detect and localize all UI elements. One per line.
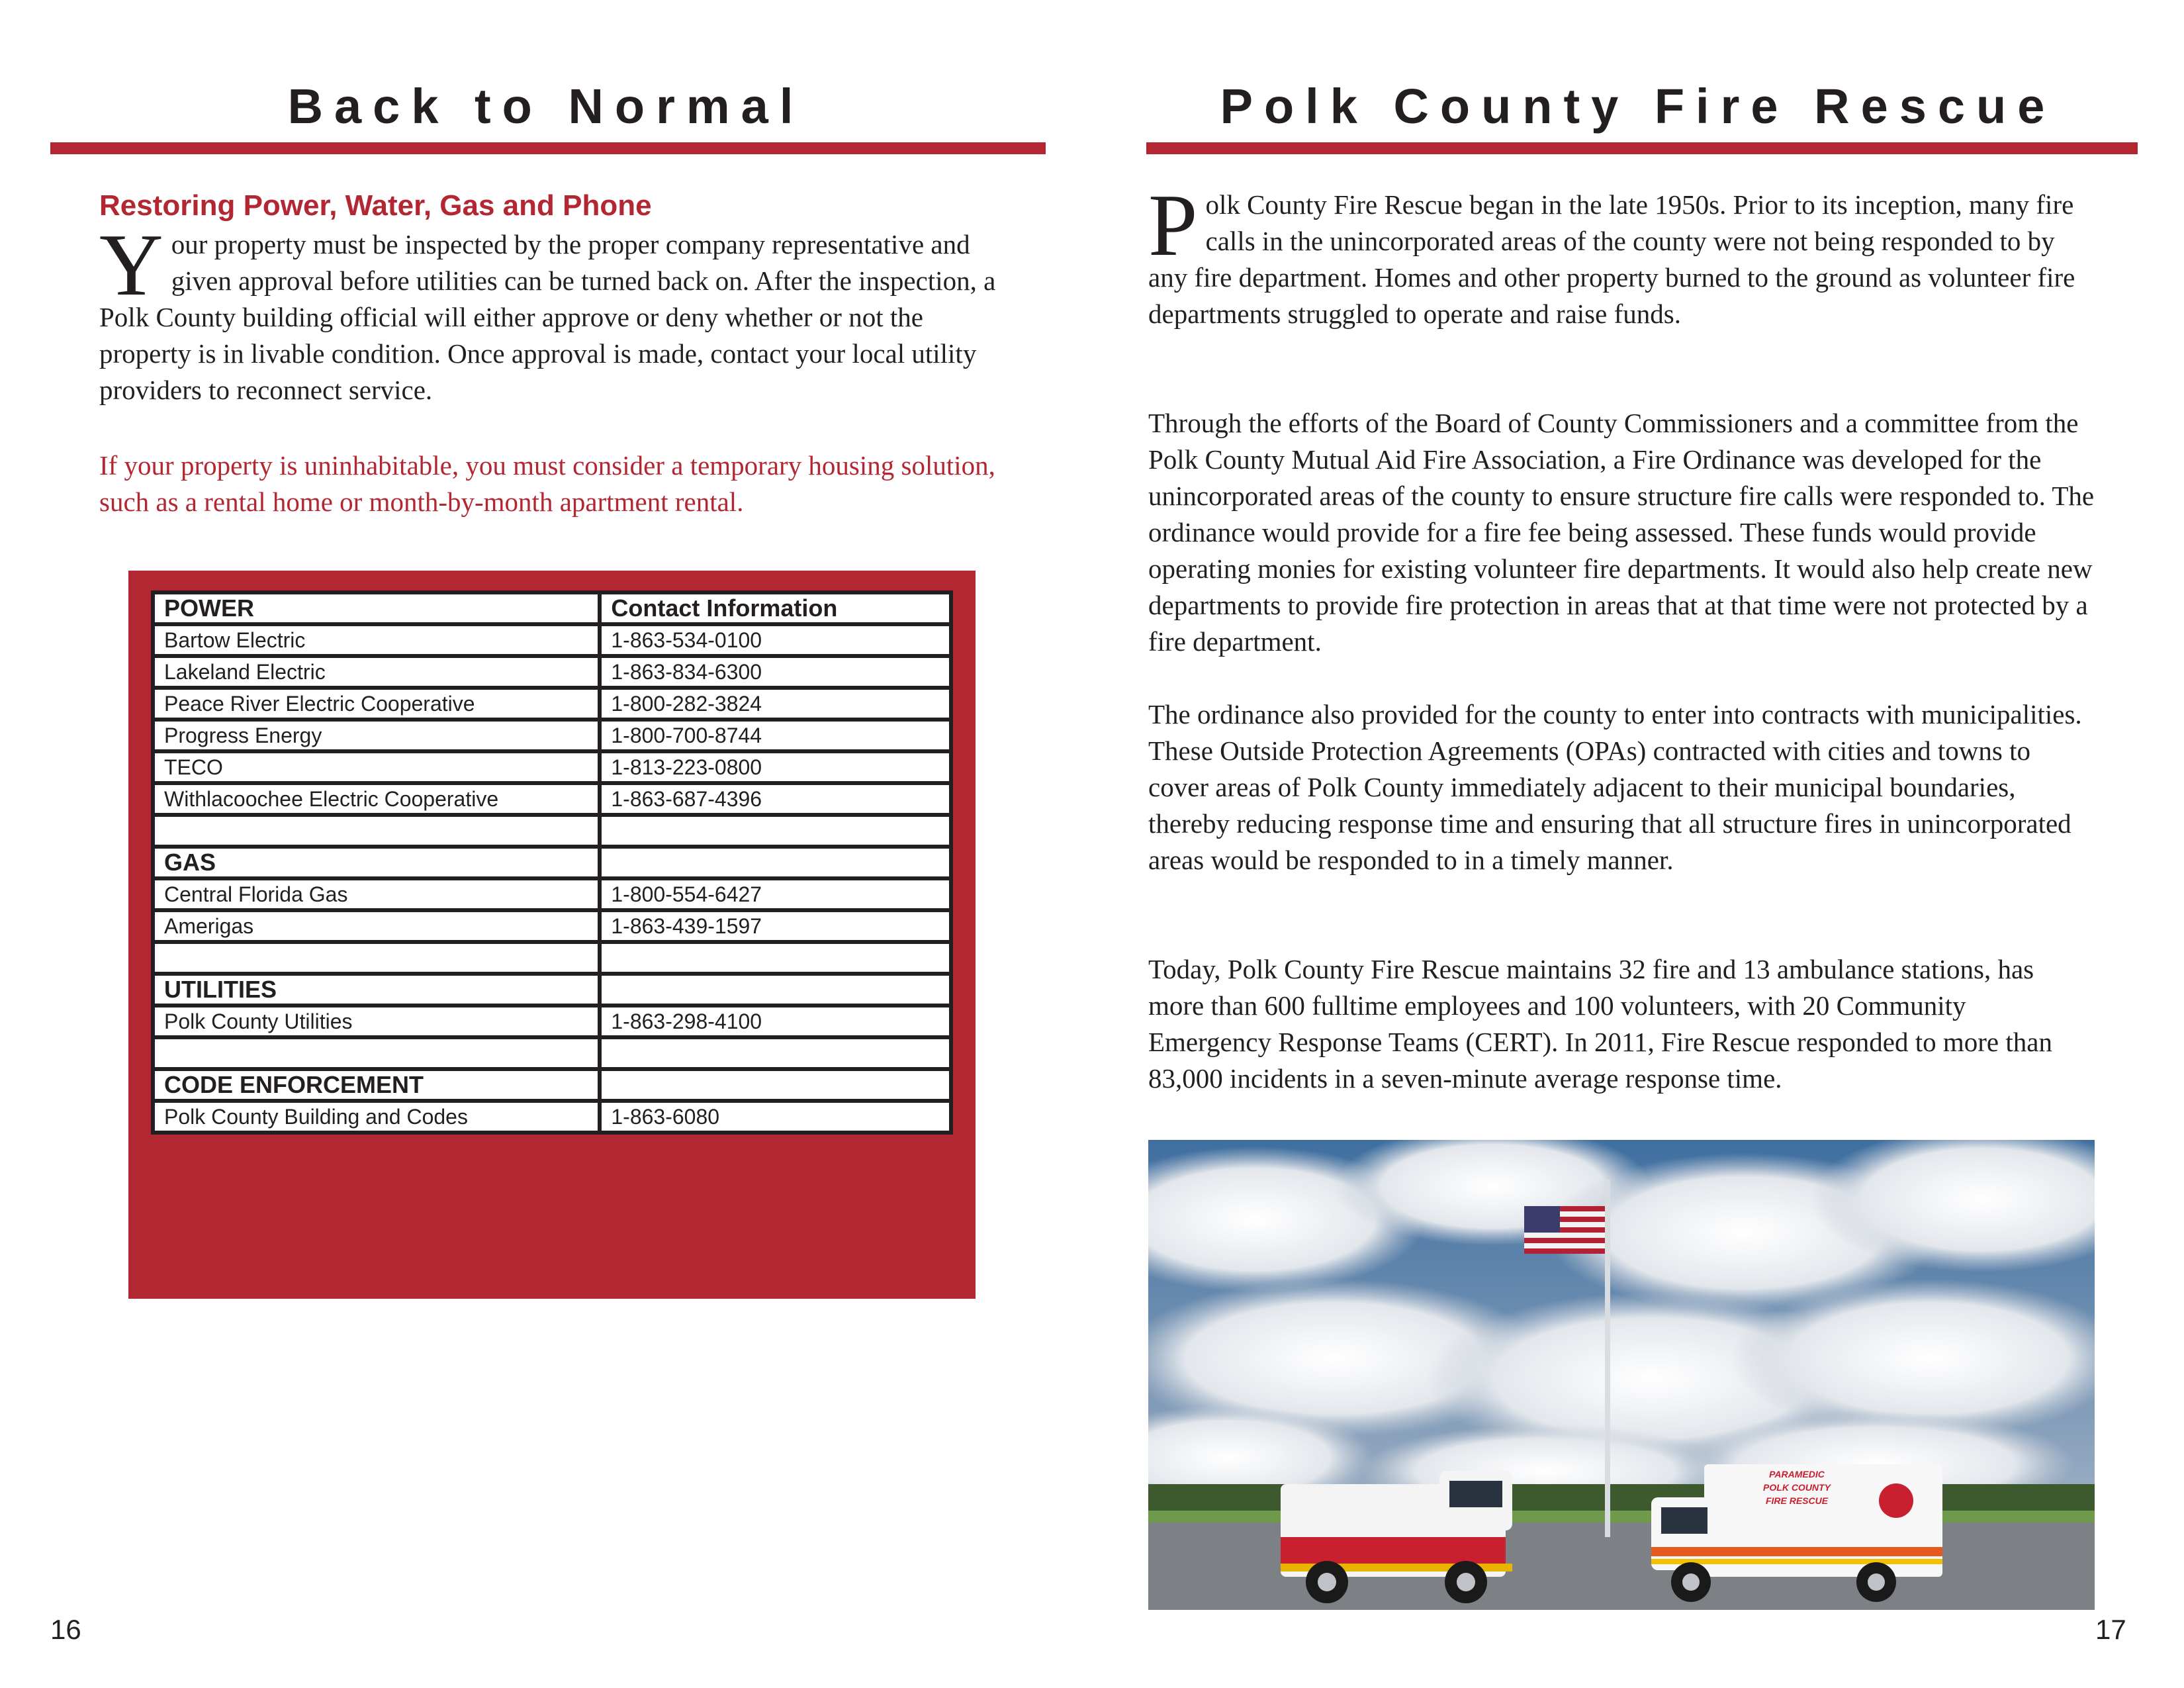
contact-number [600, 815, 951, 847]
section-label: POWER [153, 592, 600, 624]
contact-number [600, 942, 951, 974]
table-row [153, 1101, 951, 1133]
fire-trucks-photo [1148, 1140, 2095, 1610]
page-title: Polk County Fire Rescue [1220, 79, 2056, 134]
column-header [600, 847, 951, 878]
table-row [153, 878, 951, 910]
table-row [153, 751, 951, 783]
contact-number: 1-863-534-0100 [600, 624, 951, 656]
table-row [153, 688, 951, 720]
history-paragraph-2: Through the efforts of the Board of County Commissioners and a committee from the Polk County Mutual Aid Fire Association, a Fire Ordinance was developed for the unincorporated areas of the county to ensure structure fire calls were responded to. The ordinance would provide for a fire fee being assessed. These funds would provide operating monies for existing volunteer fire departments. It would also help create new departments to provide fire protection in areas that at that time were not protected by a fire department. [1148, 408, 2095, 657]
ambulance-lettering-1: PARAMEDIC [1769, 1469, 1825, 1479]
history-paragraph-1 [1148, 176, 2095, 332]
history-paragraph-3: The ordinance also provided for the county to enter into contracts with municipalities. These Outside Protection Agreements (OPAs) contracted with cities and towns to cover areas of Polk County immediately adjacent to their municipal boundaries, thereby reducing response time and ensuring that all structure fires in unincorporated areas would be responded to in a timely manner. [1148, 699, 2082, 875]
contact-number: 1-800-700-8744 [600, 720, 951, 751]
contact-number [600, 1037, 951, 1069]
section-label: GAS [153, 847, 600, 878]
contact-number: 1-863-834-6300 [600, 656, 951, 688]
column-header [600, 1069, 951, 1101]
page-title: Back to Normal [287, 79, 805, 134]
table-section-header [153, 592, 951, 624]
flagpole [1605, 1180, 1610, 1537]
american-flag [1524, 1206, 1605, 1254]
ambulance-lettering-2: POLK COUNTY [1763, 1482, 1831, 1493]
contact-number: 1-863-439-1597 [600, 910, 951, 942]
table-row [153, 1006, 951, 1037]
table-row [153, 720, 951, 751]
contact-number: 1-800-554-6427 [600, 878, 951, 910]
history-text-1: olk County Fire Rescue began in the late 1950s. Prior to its inception, many fire calls in the unincorporated areas of the county were not being responded to by any fire department. Homes and other property burned to the ground as volunteer fire departments struggled to operate and raise funds. [1148, 189, 2075, 329]
drop-cap: Y [99, 216, 163, 314]
section-label: CODE ENFORCEMENT [153, 1069, 600, 1101]
right-page [1092, 0, 2184, 1688]
column-header [600, 974, 951, 1006]
table-spacer-row [153, 815, 951, 847]
utility-contact-table [151, 590, 953, 1135]
provider-name [153, 815, 600, 847]
photo-illustration [1148, 1140, 2095, 1610]
provider-name: Polk County Building and Codes [153, 1101, 600, 1133]
table-row [153, 910, 951, 942]
history-paragraph-4: Today, Polk County Fire Rescue maintains 32 fire and 13 ambulance stations, has more than 600 fulltime employees and 100 volunteers, with 20 Community Emergency Response Teams (CERT). In 2011, Fire Rescue responded to more than 83,000 incidents in a seven-minute average response time. [1148, 954, 2052, 1094]
intro-text: our property must be inspected by the proper company representative and given approval before utilities can be turned back on. After the inspection, a Polk County building official will either approve or deny whether or not the property is in livable condition. Once approval is made, contact your local utility providers to reconnect service. [99, 229, 996, 405]
provider-name: TECO [153, 751, 600, 783]
section-subheading: Restoring Power, Water, Gas and Phone [99, 189, 652, 222]
provider-name: Central Florida Gas [153, 878, 600, 910]
table-row [153, 656, 951, 688]
page-number: 17 [2095, 1614, 2126, 1645]
contact-number: 1-863-6080 [600, 1101, 951, 1133]
title-rule [50, 142, 1046, 154]
contact-number: 1-863-687-4396 [600, 783, 951, 815]
housing-warning: If your property is uninhabitable, you must consider a temporary housing solution, such as a rental home or month-by-month apartment rental. [99, 450, 995, 517]
table-section-header [153, 974, 951, 1006]
provider-name: Amerigas [153, 910, 600, 942]
contact-number: 1-863-298-4100 [600, 1006, 951, 1037]
provider-name: Bartow Electric [153, 624, 600, 656]
provider-name: Progress Energy [153, 720, 600, 751]
title-rule [1146, 142, 2138, 154]
utility-contact-box [128, 571, 976, 1299]
ambulance-lettering-3: FIRE RESCUE [1765, 1495, 1829, 1506]
contact-number: 1-800-282-3824 [600, 688, 951, 720]
provider-name [153, 942, 600, 974]
table-row [153, 624, 951, 656]
provider-name: Polk County Utilities [153, 1006, 600, 1037]
table-spacer-row [153, 1037, 951, 1069]
provider-name: Peace River Electric Cooperative [153, 688, 600, 720]
table-section-header [153, 847, 951, 878]
provider-name [153, 1037, 600, 1069]
table-section-header [153, 1069, 951, 1101]
page-number: 16 [50, 1614, 81, 1645]
section-label: UTILITIES [153, 974, 600, 1006]
clouds [1148, 1140, 2095, 1517]
drop-cap: P [1148, 176, 1198, 274]
provider-name: Lakeland Electric [153, 656, 600, 688]
table-row [153, 783, 951, 815]
intro-paragraph [99, 216, 1013, 408]
table-spacer-row [153, 942, 951, 974]
column-header: Contact Information [600, 592, 951, 624]
contact-number: 1-813-223-0800 [600, 751, 951, 783]
provider-name: Withlacoochee Electric Cooperative [153, 783, 600, 815]
